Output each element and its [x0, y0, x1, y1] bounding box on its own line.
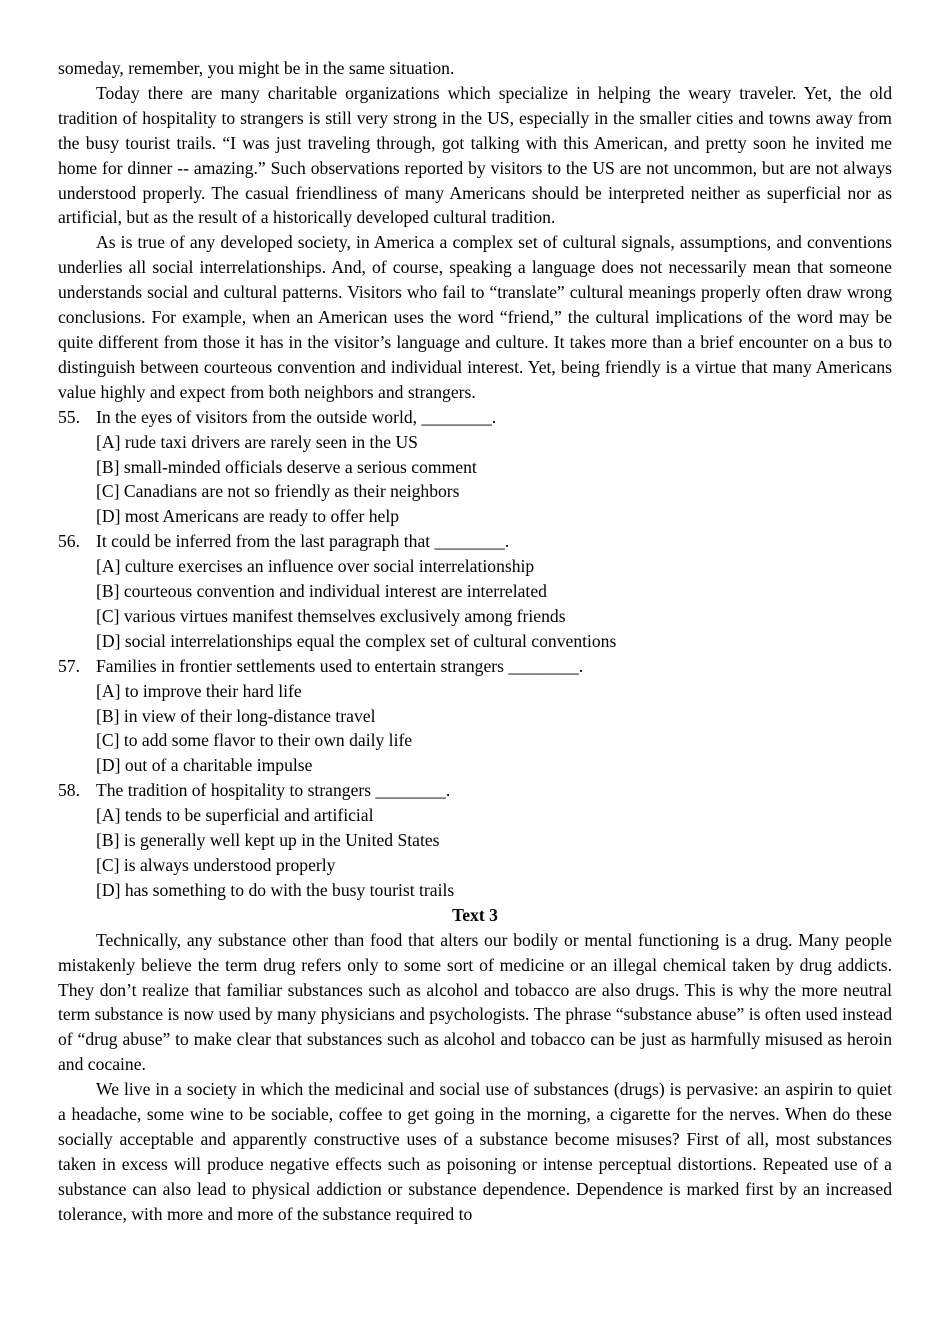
option-b: [B] small-minded officials deserve a serious comment — [96, 456, 477, 477]
option-c: [C] to add some flavor to their own daily life — [96, 730, 413, 751]
option-c: [C] various virtues manifest themselves exclusively among friends — [96, 605, 566, 626]
question-56 — [58, 529, 892, 654]
option-a: [A] to improve their hard life — [96, 680, 302, 701]
question-number: 57. — [58, 655, 80, 676]
option-a: [A] tends to be superficial and artificial — [96, 805, 374, 826]
option-b: [B] courteous convention and individual interest are interrelated — [96, 581, 547, 602]
question-number: 58. — [58, 780, 80, 801]
paragraph-drug-definition: Technically, any substance other than food that alters our bodily or mental functioning is a drug. Many people mistakenly believe the term drug refers only to some sort of medicine or an illegal chemical taken by drug addicts. They don’t realize that familiar substances such as alcohol and tobacco are also drugs. This is why the more neutral term substance is now used by many physicians and psychologists. The phrase “substance abuse” is often used instead of “drug abuse” to make clear that substances such as alcohol and tobacco can be just as harmfully misused as heroin and cocaine. — [58, 929, 892, 1075]
option-b: [B] in view of their long-distance travel — [96, 705, 376, 726]
option-a: [A] culture exercises an influence over social interrelationship — [96, 556, 535, 577]
question-stem: It could be inferred from the last paragraph that ________. — [96, 531, 510, 552]
option-d: [D] out of a charitable impulse — [96, 755, 313, 776]
option-c: [C] is always understood properly — [96, 855, 336, 875]
question-stem: In the eyes of visitors from the outside world, ________. — [96, 406, 497, 427]
paragraph-continuation: someday, remember, you might be in the same situation. — [58, 58, 455, 78]
option-c: [C] Canadians are not so friendly as their neighbors — [96, 481, 460, 502]
question-58 — [58, 778, 892, 903]
paragraph-hospitality: Today there are many charitable organizations which specialize in helping the weary traveler. Yet, the old tradition of hospitality to strangers is still very strong in the US, especially in the smaller cities and towns away from the busy tourist trails. “I was just traveling through, got talking with this American, and pretty soon he invited me home for dinner -- amazing.” Such observations reported by visitors to the US are not uncommon, but are not always understood properly. The casual friendliness of many Americans should be interpreted neither as superficial nor as artificial, but as the result of a historically developed cultural tradition. — [58, 82, 892, 228]
question-stem: The tradition of hospitality to strangers ________. — [96, 780, 451, 801]
option-a: [A] rude taxi drivers are rarely seen in the US — [96, 431, 418, 452]
section-heading: Text 3 — [452, 904, 498, 925]
question-number: 55. — [58, 406, 80, 427]
option-d: [D] social interrelationships equal the complex set of cultural conventions — [96, 630, 617, 651]
question-stem: Families in frontier settlements used to entertain strangers ________. — [96, 655, 584, 676]
option-b: [B] is generally well kept up in the United States — [96, 830, 440, 851]
option-d: [D] has something to do with the busy tourist trails — [96, 879, 455, 900]
option-d: [D] most Americans are ready to offer help — [96, 506, 400, 527]
question-57 — [58, 654, 892, 779]
paragraph-cultural-signals: As is true of any developed society, in America a complex set of cultural signals, assumptions, and conventions underlies all social interrelationships. And, of course, speaking a language does not necessarily mean that someone understands social and cultural patterns. Visitors who fail to “translate” cultural meanings properly often draw wrong conclusions. For example, when an American uses the word “friend,” the cultural implications of the word may be quite different from those it has in the visitor’s language and culture. It takes more than a brief encounter on a bus to distinguish between courteous convention and individual interest. Yet, being friendly is a virtue that many Americans value highly and expect from both neighbors and strangers. — [58, 232, 892, 402]
question-number: 56. — [58, 531, 80, 552]
question-55 — [58, 405, 892, 530]
paragraph-substance-use: We live in a society in which the medicinal and social use of substances (drugs) is pervasive: an aspirin to quiet a headache, some wine to be sociable, coffee to get going in the morning, a cigarette for the nerves. When do these socially acceptable and apparently constructive uses of a substance become misuses? First of all, most substances taken in excess will produce negative effects such as poisoning or intense perceptual distortions. Repeated use of a substance can also lead to physical addiction or substance dependence. Dependence is marked first by an increased tolerance, with more and more of the substance required to — [58, 1079, 892, 1224]
